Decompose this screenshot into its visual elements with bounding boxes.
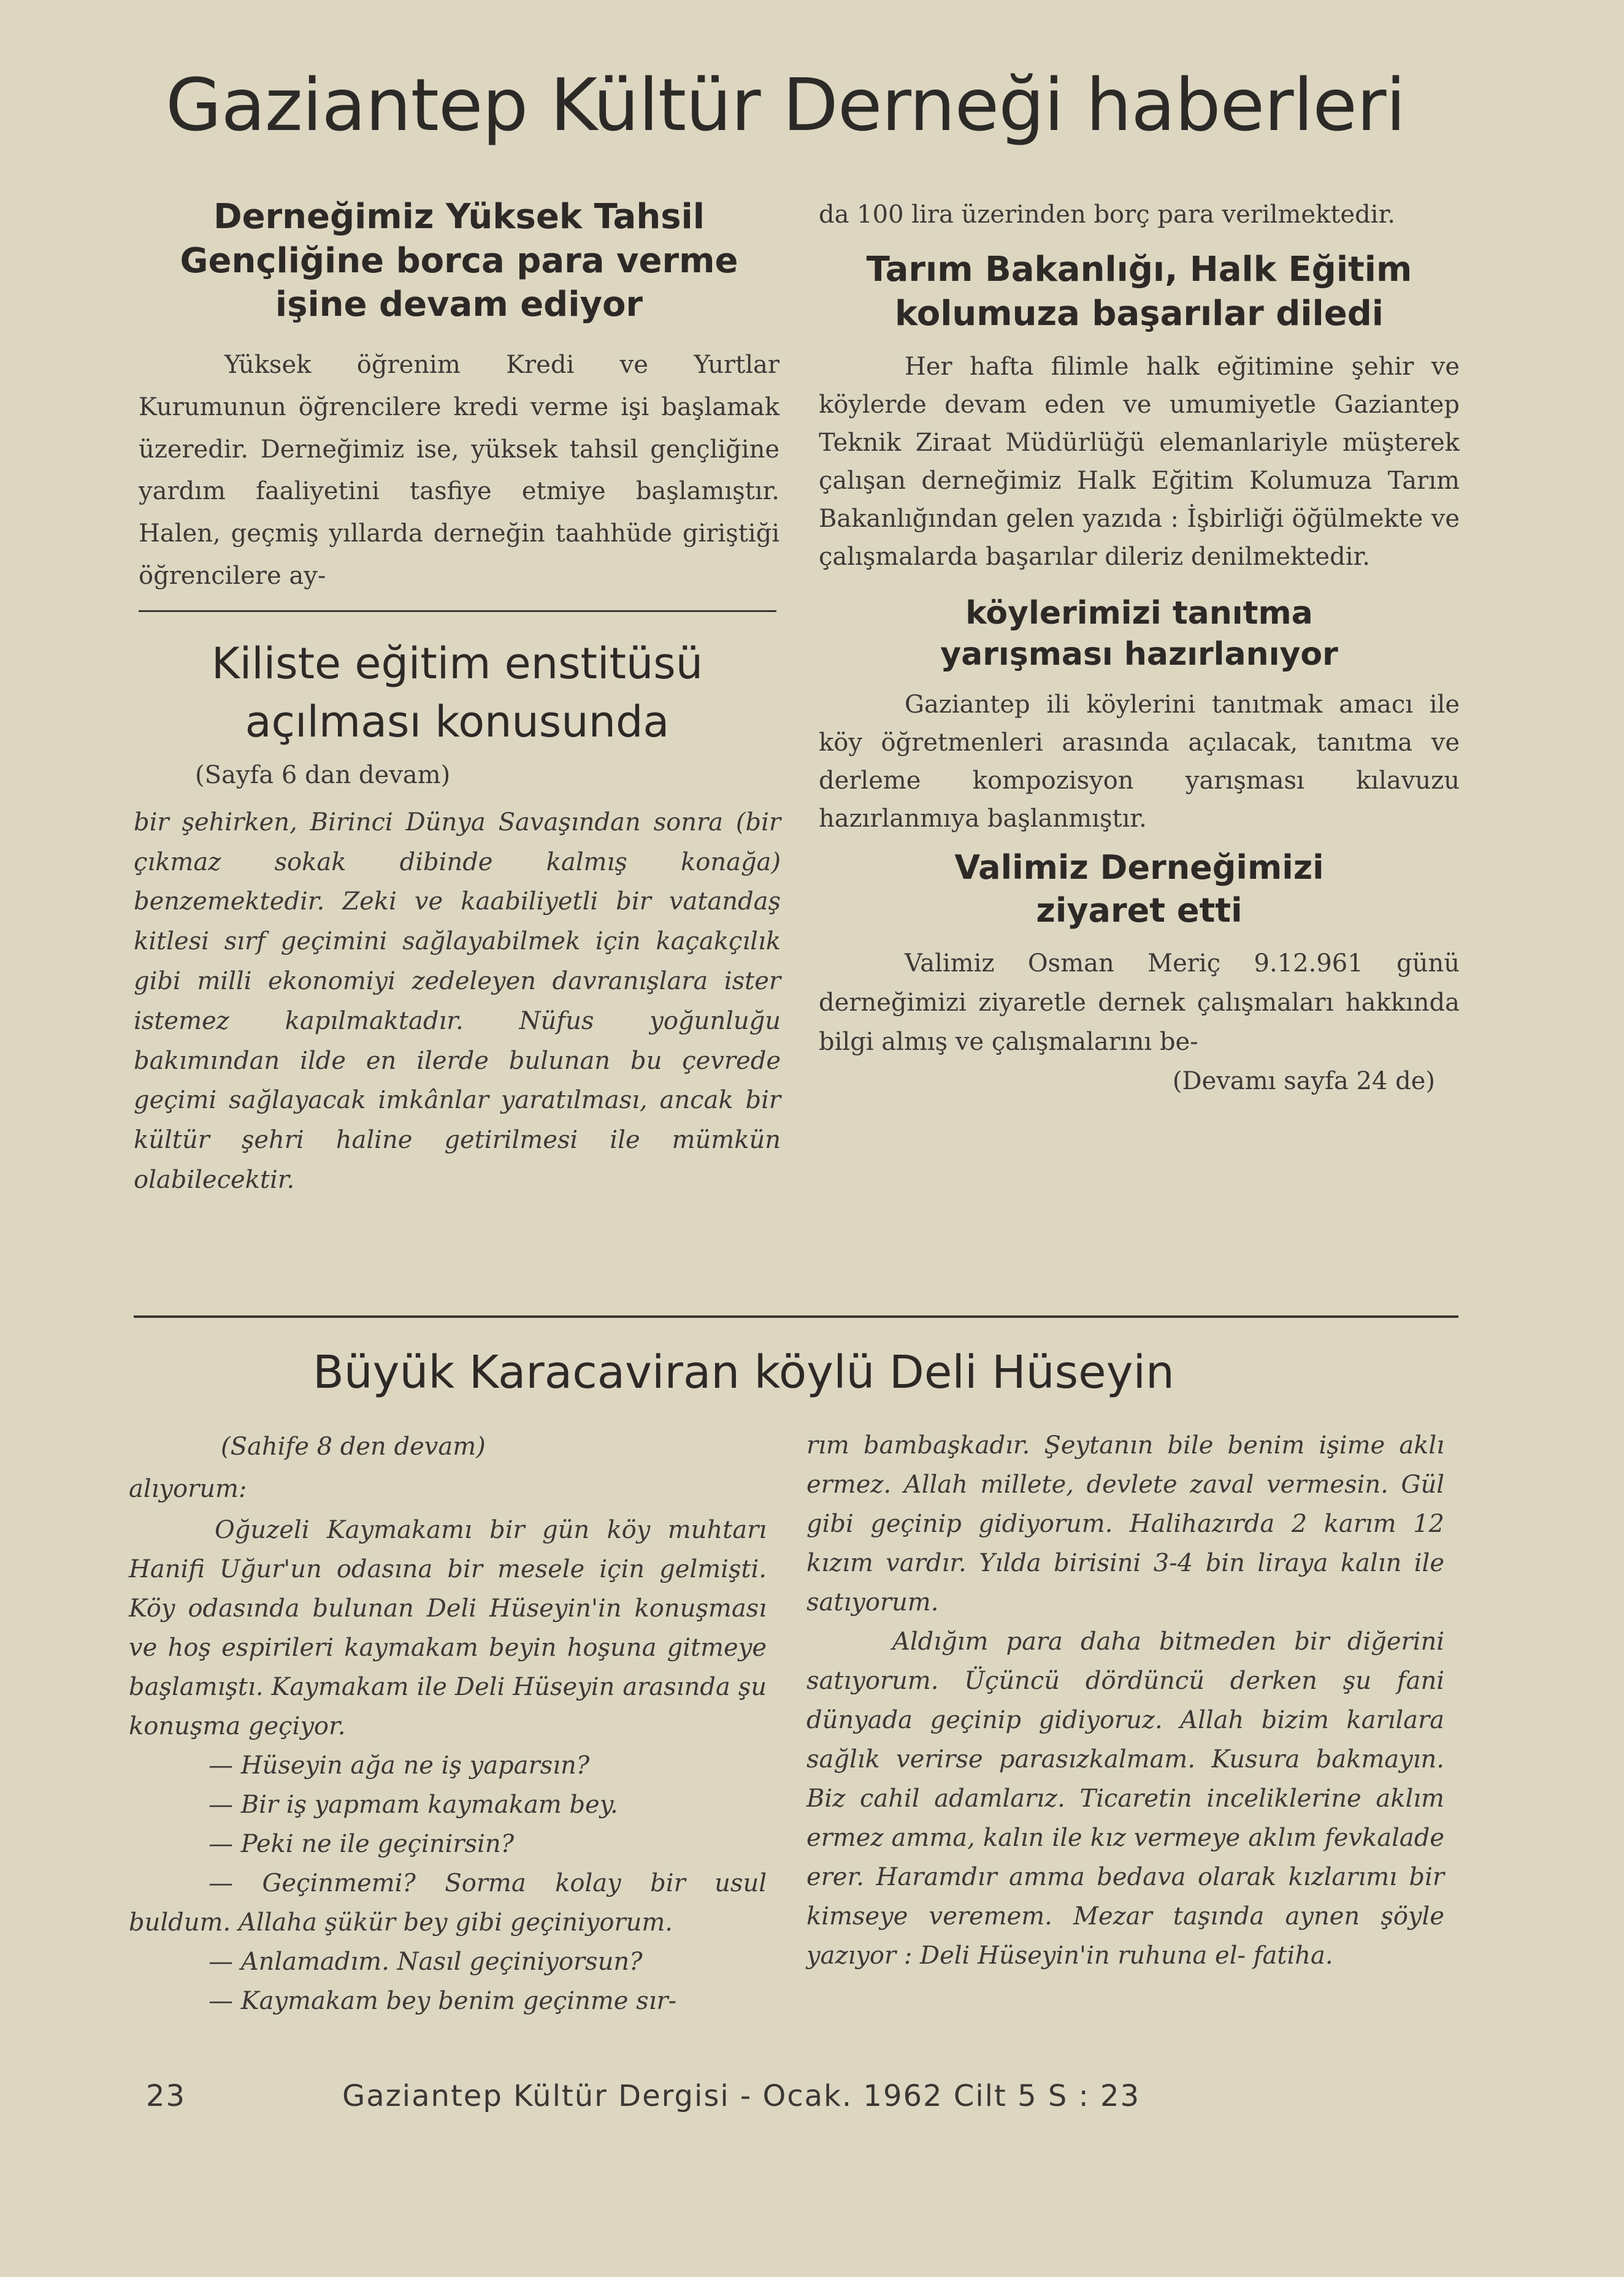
continued-note: (Sahife 8 den devam): [221, 1433, 486, 1461]
page-number: 23: [146, 2079, 186, 2113]
headline-deli-huseyin: Büyük Karacaviran köylü Deli Hüseyin: [313, 1346, 1174, 1399]
dialogue-line: — Geçinmemi? Sorma kolay bir usul buldum. Allaha şükür bey gibi geçiniyorum.: [129, 1869, 767, 1937]
article-deli-huseyin-left: [129, 1426, 767, 2021]
article-paragraph: Gaziantep ili köylerini tanıtmak amacı ile köy öğretmenleri arasında açılacak, tanıtma ve derleme kompozisyon yarışması kılavuzu hazırlanmıya başlanmıştır.: [819, 691, 1460, 833]
article-paragraph: bir şehirken, Birinci Dünya Savaşından sonra (bir çıkmaz sokak dibinde kalmış konağa) benzemektedir. Zeki ve kaabiliyetli bir vatandaş kitlesi sırf geçimini sağlayabilmek için kaçakçılık gibi milli ekonomiyi zedeleyen davranışlara ister istemez kapılmaktadır. Nüfus yoğunluğu bakımından ilde en ilerde bulunan bu çevrede geçimi sağlayacak imkânlar yaratılması, ancak bir kültür şehri haline getirilmesi ile mümkün olabilecektir.: [134, 808, 781, 1194]
headline-line: Valimiz Derneğimizi: [954, 848, 1324, 887]
article-paragraph: rım bambaşkadır. Şeytanın bile benim işime aklı ermez. Allah millete, devlete zaval vermesin. Gül gibi geçinip gidiyorum. Halihazırda 2 karım 12 kızım vardır. Yılda birisini 3-4 bin liraya kalın ile satıyorum.: [806, 1431, 1444, 1617]
dialogue-line: — Peki ne ile geçinirsin?: [209, 1829, 515, 1858]
article-paragraph: Aldığım para daha bitmeden bir diğerini satıyorum. Üçüncü dördüncü derken şu fani dünyada geçinip gidiyoruz. Allah bizim karılara sağlık verirse parasızkalmam. Kusura bakmayın. Biz cahil adamlarız. Ticaretin inceliklerine aklım ermez amma, kalın ile kız vermeye aklım fevkalade erer. Haramdır amma bedava olarak kızlarımı bir kimseye veremem. Mezar taşında aynen şöyle yazıyor : Deli Hüseyin'in ruhuna el- fatiha.: [806, 1628, 1444, 1970]
headline-line: Gençliğine borca para verme: [180, 240, 738, 281]
page-footer: [146, 2079, 1422, 2113]
divider: [134, 1315, 1458, 1318]
headline-line: Tarım Bakanlığı, Halk Eğitim: [866, 250, 1412, 289]
article-paragraph: Oğuzeli Kaymakamı bir gün köy muhtarı Hanifi Uğur'un odasına bir mesele için gelmişti. Köy odasında bulunan Deli Hüseyin'in konuşması ve hoş espirileri kaymakam beyin hoşuna gitmeye başlamıştı. Kaymakam ile Deli Hüseyin arasında şu konuşma geçiyor.: [129, 1515, 767, 1740]
footer-publication: Gaziantep Kültür Dergisi - Ocak. 1962 Cilt 5 S : 23: [342, 2079, 1141, 2113]
headline-koylerimizi: [819, 593, 1460, 675]
right-column-top: [819, 195, 1460, 1101]
article-paragraph-continued: da 100 lira üzerinden borç para verilmektedir.: [819, 201, 1395, 229]
headline-line: kolumuza başarılar diledi: [894, 293, 1384, 334]
headline-line: yarışması hazırlanıyor: [940, 635, 1338, 673]
headline-line: köylerimizi tanıtma: [965, 595, 1313, 632]
article-deli-huseyin-right: [806, 1426, 1444, 1975]
article-paragraph: Yüksek öğrenim Kredi ve Yurtlar Kurumunun öğrencilere kredi verme işi başlamak üzeredir. Derneğimiz ise, yüksek tahsil gençliğine yardım faaliyetini tasfiye etmiye başlamıştır. Halen, geçmiş yıllarda derneğin taahhüde giriştiği öğrencilere ay-: [139, 351, 779, 590]
dialogue-line: — Anlamadım. Nasıl geçiniyorsun?: [209, 1947, 643, 1976]
dialogue-line: — Hüseyin ağa ne iş yaparsın?: [209, 1751, 590, 1780]
headline: [134, 635, 781, 751]
article-intro: alıyorum:: [129, 1474, 247, 1503]
headline-tarim-bakanligi: [819, 248, 1460, 335]
dialogue-line: — Bir iş yapmam kaymakam bey.: [209, 1790, 618, 1819]
divider: [139, 610, 776, 612]
headline-line: Derneğimiz Yüksek Tahsil: [213, 197, 705, 237]
headline-line: Kiliste eğitim enstitüsü: [211, 638, 703, 689]
continued-note: (Devamı sayfa 24 de): [1172, 1066, 1435, 1095]
headline-valimiz: [819, 846, 1460, 931]
continued-note: (Sayfa 6 dan devam): [195, 761, 451, 789]
headline-line: açılması konusunda: [245, 696, 670, 747]
dialogue-line: — Kaymakam bey benim geçinme sır-: [209, 1986, 677, 2015]
headline-line: işine devam ediyor: [275, 285, 643, 325]
headline: [139, 195, 779, 327]
article-paragraph: Her hafta filimle halk eğitimine şehir ve köylerde devam eden ve umumiyetle Gaziantep Teknik Ziraat Müdürlüğü elemanlariyle müşterek çalışan derneğimiz Halk Eğitim Kolumuza Tarım Bakanlığından gelen yazıda : İşbirliği öğülmekte ve çalışmalarda başarılar dileriz denilmektedir.: [819, 353, 1460, 572]
article-kilis-enstitu: [134, 635, 781, 1200]
masthead-title: Gaziantep Kültür Derneği haberleri: [166, 63, 1406, 147]
article-borca-para: [139, 195, 779, 597]
article-paragraph: Valimiz Osman Meriç 9.12.961 günü derneğimizi ziyaretle dernek çalışmaları hakkında bilgi almış ve çalışmalarını be-: [819, 949, 1460, 1056]
headline-line: ziyaret etti: [1036, 890, 1243, 930]
